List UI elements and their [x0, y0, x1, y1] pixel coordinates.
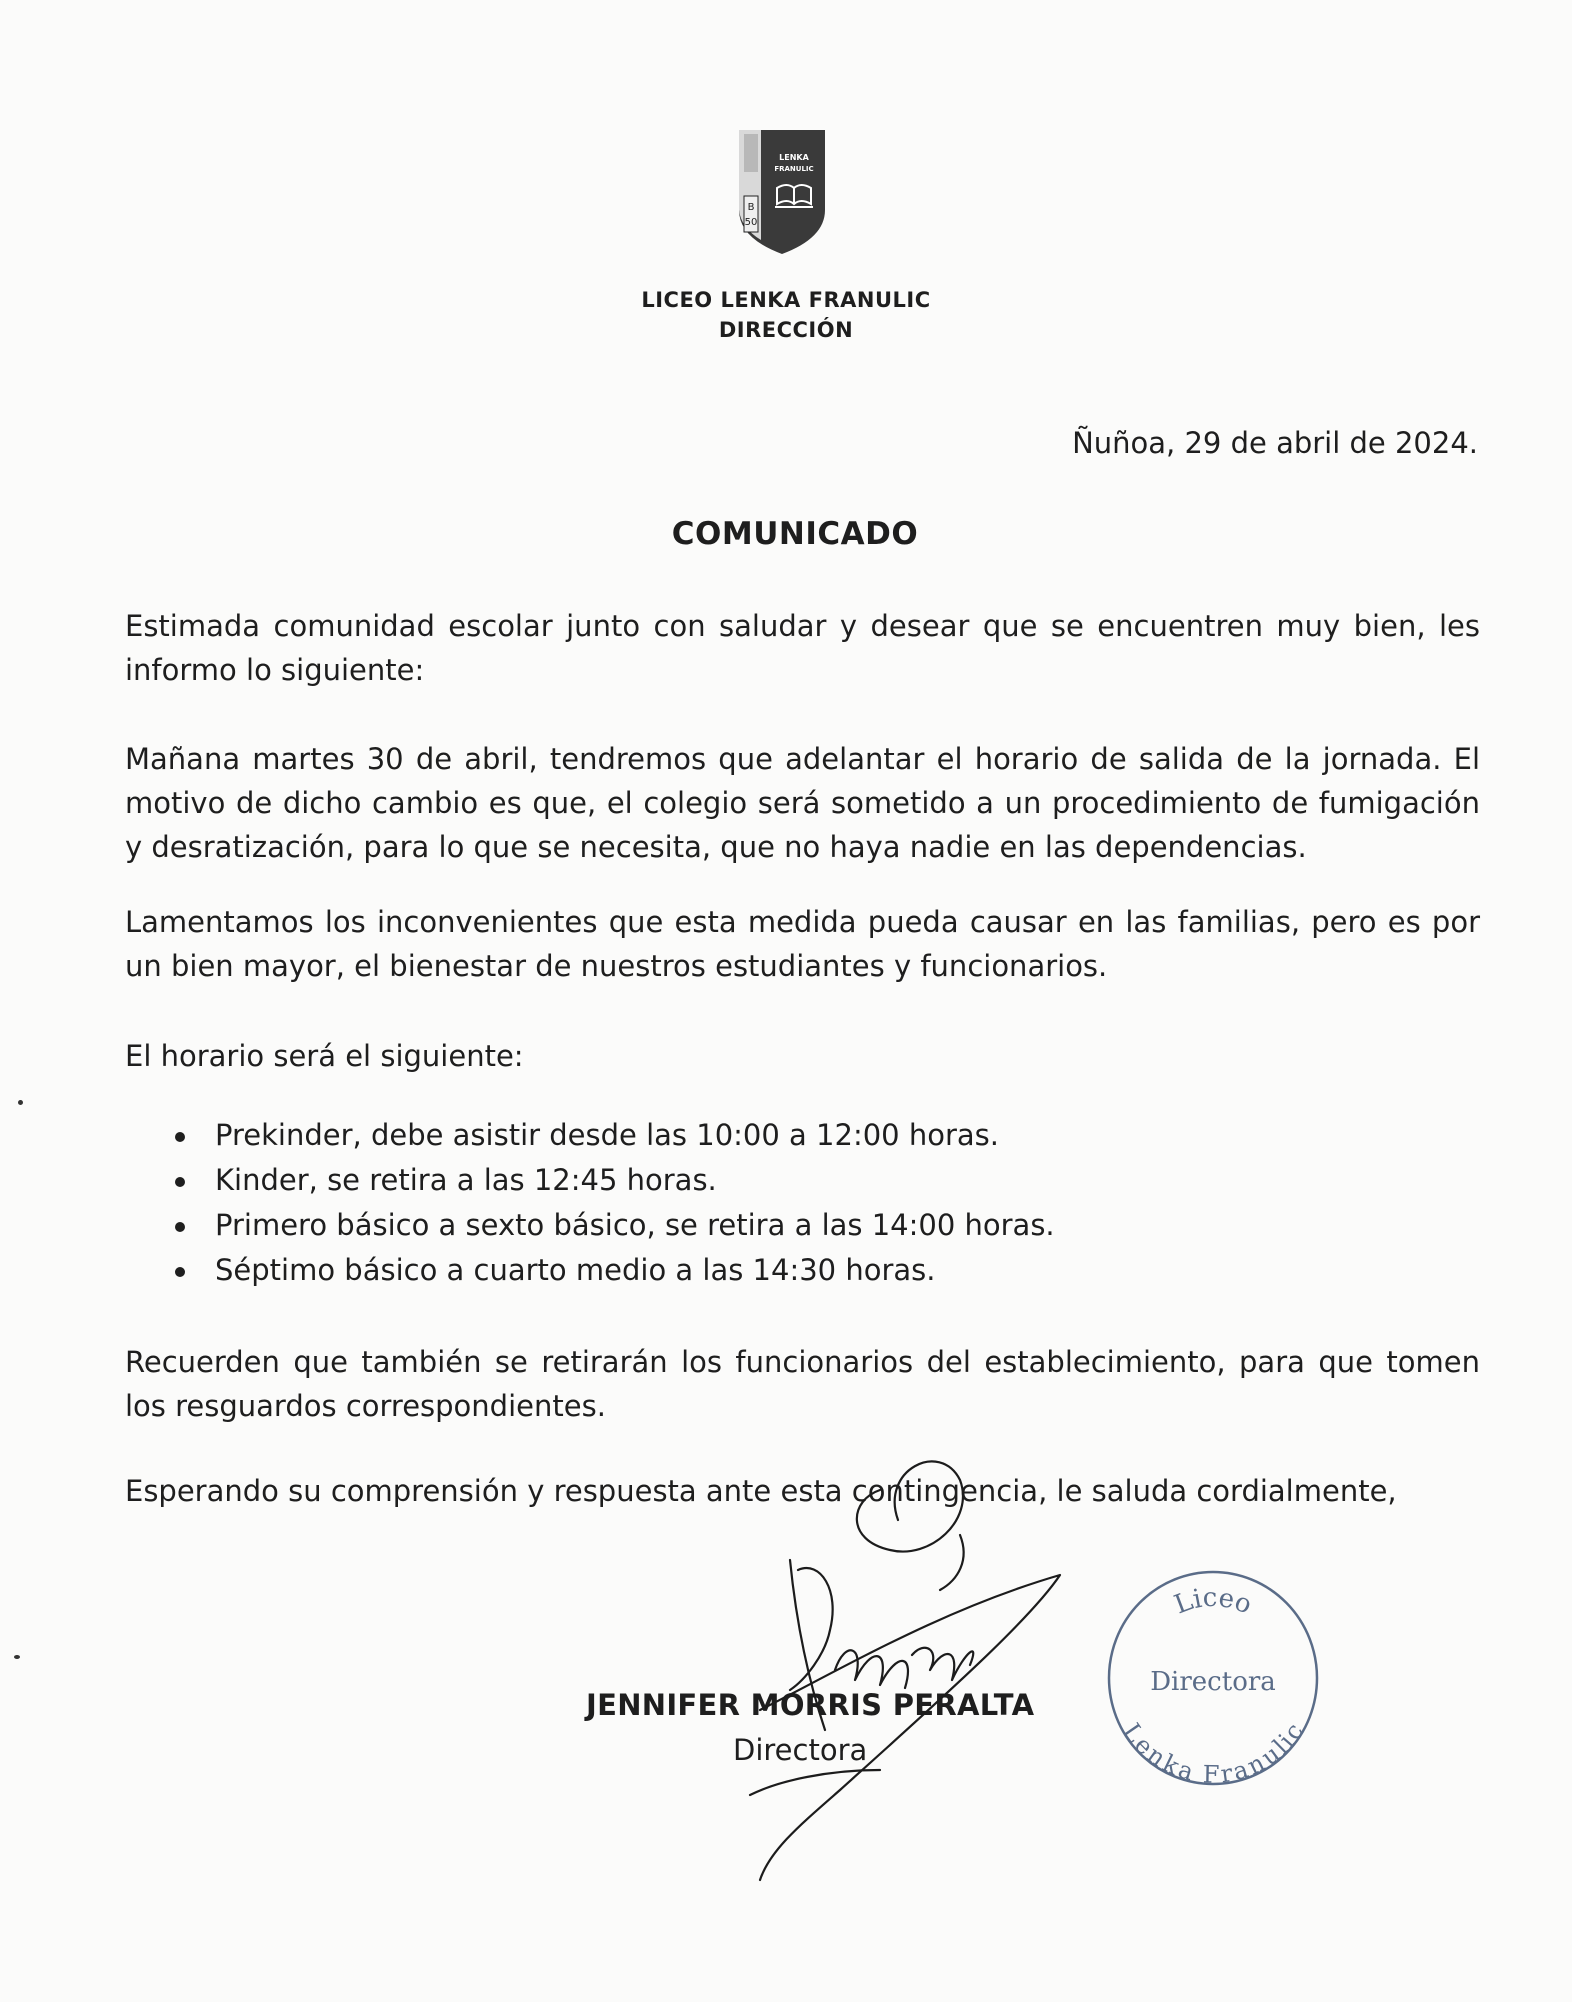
svg-text:B: B	[747, 202, 755, 213]
schedule-list	[175, 1113, 1055, 1293]
official-stamp-icon	[1098, 1566, 1328, 1796]
svg-text:LENKA: LENKA	[779, 153, 809, 162]
schedule-item-text: Primero básico a sexto básico, se retira a las 14:00 horas.	[215, 1208, 1055, 1242]
stamp-top-text: Liceo	[1170, 1582, 1256, 1621]
school-crest-icon	[737, 128, 827, 256]
department-name: DIRECCIÓN	[718, 318, 854, 342]
schedule-intro: El horario será el siguiente:	[125, 1039, 524, 1073]
stamp-bottom-text: Lenka Franulic	[1117, 1718, 1309, 1789]
signer-name: JENNIFER MORRIS PERALTA	[586, 1688, 1035, 1722]
document-title: COMUNICADO	[671, 516, 919, 552]
signer-role: Directora	[733, 1733, 868, 1767]
schedule-item-text: Prekinder, debe asistir desde las 10:00 a 12:00 horas.	[215, 1118, 999, 1152]
school-name: LICEO LENKA FRANULIC	[641, 288, 931, 312]
paper-speck	[14, 1655, 20, 1659]
schedule-item-text: Kinder, se retira a las 12:45 horas.	[215, 1163, 717, 1197]
svg-text:FRANULIC: FRANULIC	[774, 165, 814, 173]
paper-speck	[18, 1100, 23, 1105]
bullet-icon	[175, 1222, 185, 1232]
bullet-icon	[175, 1177, 185, 1187]
list-item	[175, 1248, 1055, 1293]
list-item	[175, 1203, 1055, 1248]
handwritten-signature-icon	[640, 1440, 1120, 1890]
stamp-center-text: Directora	[1150, 1667, 1276, 1697]
change-paragraph: Mañana martes 30 de abril, tendremos que adelantar el horario de salida de la jornada. El motivo de dicho cambio es que, el colegio será sometido a un procedimiento de fumigación y desratización, para lo que se necesita, que no haya nadie en las dependencias.	[125, 742, 1480, 864]
svg-text:50: 50	[744, 217, 758, 228]
schedule-item-text: Séptimo básico a cuarto medio a las 14:30 horas.	[215, 1253, 936, 1287]
date-line: Ñuñoa, 29 de abril de 2024.	[1072, 426, 1478, 460]
apology-paragraph: Lamentamos los inconvenientes que esta medida pueda causar en las familias, pero es por un bien mayor, el bienestar de nuestros estudiantes y funcionarios.	[125, 905, 1480, 983]
bullet-icon	[175, 1132, 185, 1142]
greeting-paragraph: Estimada comunidad escolar junto con saludar y desear que se encuentren muy bien, les informo lo siguiente:	[125, 609, 1480, 687]
list-item	[175, 1158, 1055, 1203]
closing-paragraph: Esperando su comprensión y respuesta ante esta contingencia, le saluda cordialmente,	[125, 1474, 1397, 1508]
reminder-paragraph: Recuerden que también se retirarán los funcionarios del establecimiento, para que tomen los resguardos correspondientes.	[125, 1345, 1480, 1423]
list-item	[175, 1113, 1055, 1158]
bullet-icon	[175, 1267, 185, 1277]
